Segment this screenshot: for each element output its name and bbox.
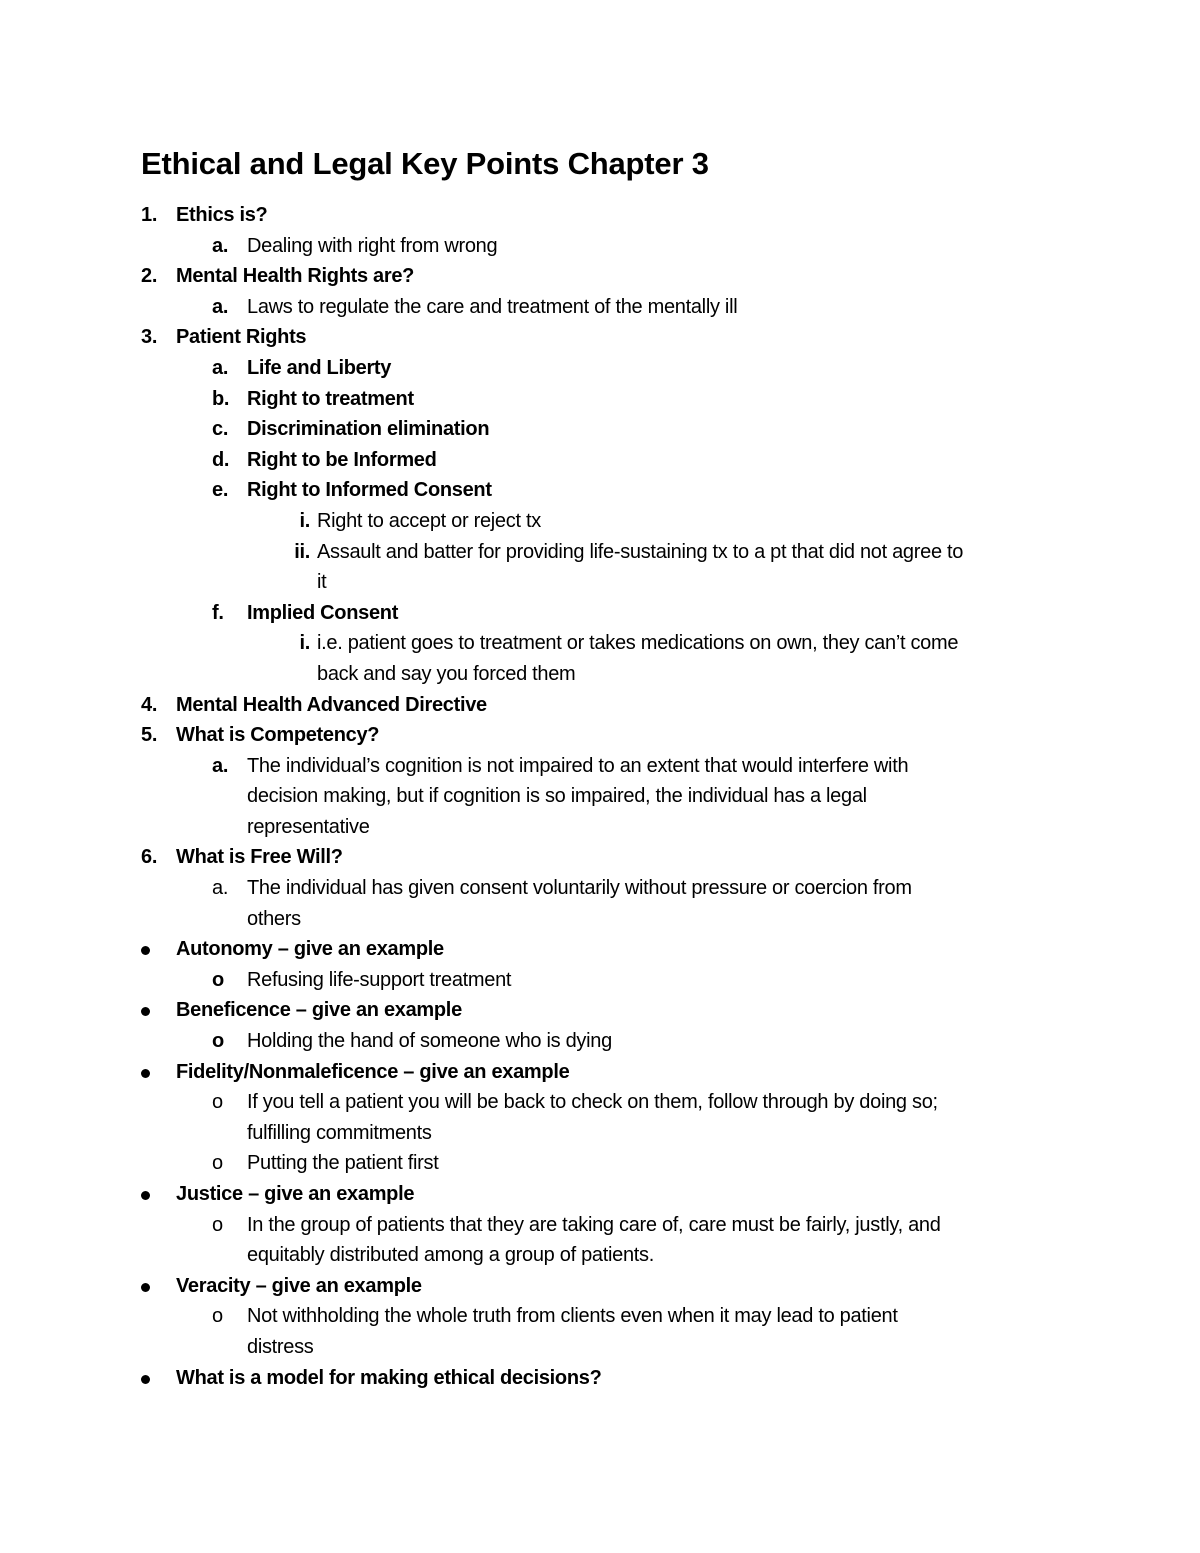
list-letter: a. [212, 295, 229, 318]
list-item-continuation [0, 904, 1200, 935]
list-subitem [0, 1301, 1200, 1332]
list-item-text: Veracity – give an example [176, 1274, 422, 1297]
list-subitem [0, 873, 1200, 904]
list-item-continuation [0, 1240, 1200, 1271]
list-item-text: Refusing life-support treatment [247, 968, 512, 991]
list-item-continuation [0, 1332, 1200, 1363]
list-item-text: Holding the hand of someone who is dying [247, 1030, 612, 1053]
circle-bullet-icon: o [212, 1213, 223, 1236]
list-letter: d. [212, 448, 230, 471]
list-letter: a. [212, 754, 229, 777]
list-item-text: If you tell a patient you will be back to check on them, follow through by doing so; [247, 1091, 938, 1114]
bullet-item-autonomy [0, 934, 1200, 965]
list-item-text: Patient Rights [176, 326, 307, 349]
list-number: 1. [141, 204, 158, 226]
list-item-continuation [0, 567, 1200, 598]
bullet-icon [141, 1363, 169, 1394]
list-item-text: The individual has given consent voluntarily without pressure or coercion from [247, 877, 912, 900]
list-subitem [0, 231, 1200, 262]
list-letter: a. [212, 234, 229, 257]
list-letter: a. [212, 877, 229, 900]
bullet-item-fidelity [0, 1057, 1200, 1088]
list-roman: i. [299, 509, 310, 532]
list-subitem [0, 598, 1200, 629]
circle-bullet-icon: o [212, 1091, 223, 1114]
list-item-continuation [0, 1118, 1200, 1149]
bullet-icon [141, 995, 169, 1026]
list-item-text: Mental Health Rights are? [176, 265, 415, 288]
bullet-item-ethical-model [0, 1363, 1200, 1394]
list-item-competency [0, 720, 1200, 751]
list-letter: b. [212, 387, 230, 410]
list-item-advanced-directive [0, 690, 1200, 721]
list-item-text: Right to be Informed [247, 448, 437, 471]
circle-bullet-icon: o [212, 1030, 224, 1053]
bullet-icon [141, 1057, 169, 1088]
bullet-icon [141, 1179, 169, 1210]
list-item-text: Fidelity/Nonmaleficence – give an example [176, 1060, 570, 1083]
list-roman: i. [299, 632, 310, 655]
list-item-text: Beneficence – give an example [176, 999, 462, 1022]
list-item-text: Mental Health Advanced Directive [176, 693, 487, 716]
list-subitem [0, 445, 1200, 476]
list-item-text: others [247, 907, 301, 930]
list-item-text: Right to accept or reject tx [317, 509, 541, 532]
list-item-text: Laws to regulate the care and treatment of the mentally ill [247, 295, 738, 318]
list-subsubitem [0, 506, 1200, 537]
list-letter: f. [212, 601, 224, 624]
list-number: 4. [141, 693, 158, 716]
bullet-icon [141, 934, 169, 965]
list-subitem [0, 1026, 1200, 1057]
document-title: Ethical and Legal Key Points Chapter 3 [141, 146, 709, 181]
outline-list [0, 200, 1200, 1393]
list-item-mental-health-rights [0, 261, 1200, 292]
list-item-text: The individual’s cognition is not impaired to an extent that would interfere with [247, 754, 909, 777]
list-letter: c. [212, 418, 229, 441]
list-item-text: Implied Consent [247, 601, 399, 624]
list-item-text: Life and Liberty [247, 356, 392, 379]
circle-bullet-icon: o [212, 1305, 223, 1328]
list-item-free-will [0, 842, 1200, 873]
list-subitem [0, 292, 1200, 323]
list-subsubitem [0, 537, 1200, 568]
list-number: 3. [141, 326, 158, 349]
list-subitem [0, 965, 1200, 996]
list-item-text: Putting the patient first [247, 1152, 439, 1175]
list-item-ethics-is [0, 200, 1200, 231]
list-subitem [0, 751, 1200, 782]
list-item-text: Discrimination elimination [247, 418, 490, 441]
list-subitem [0, 353, 1200, 384]
list-subitem [0, 414, 1200, 445]
list-item-text: Right to treatment [247, 387, 414, 410]
bullet-item-justice [0, 1179, 1200, 1210]
list-item-text: representative [247, 815, 370, 838]
list-item-continuation [0, 659, 1200, 690]
list-item-text: Justice – give an example [176, 1183, 415, 1205]
list-number: 2. [141, 265, 158, 288]
list-item-text: back and say you forced them [317, 662, 576, 685]
list-subitem [0, 1087, 1200, 1118]
list-roman: ii. [294, 540, 310, 563]
list-item-continuation [0, 781, 1200, 812]
list-item-text: it [317, 571, 327, 594]
list-item-text: Right to Informed Consent [247, 479, 492, 502]
bullet-item-beneficence [0, 995, 1200, 1026]
list-item-text: Assault and batter for providing life-sustaining tx to a pt that did not agree to [317, 540, 964, 563]
list-item-text: What is a model for making ethical decisions? [176, 1366, 602, 1389]
list-item-text: Not withholding the whole truth from clients even when it may lead to patient [247, 1305, 898, 1328]
list-letter: e. [212, 479, 229, 502]
list-item-text: Dealing with right from wrong [247, 234, 498, 257]
list-item-text: Autonomy – give an example [176, 938, 444, 961]
list-subitem [0, 1148, 1200, 1179]
list-item-text: decision making, but if cognition is so impaired, the individual has a legal [247, 785, 867, 808]
list-item-text: What is Free Will? [176, 846, 343, 869]
list-letter: a. [212, 356, 229, 379]
circle-bullet-icon: o [212, 968, 224, 991]
list-item-text: fulfilling commitments [247, 1121, 432, 1144]
list-subsubitem [0, 628, 1200, 659]
list-number: 5. [141, 724, 158, 747]
list-item-text: In the group of patients that they are taking care of, care must be fairly, justly, and [247, 1213, 941, 1236]
list-subitem [0, 1210, 1200, 1241]
list-item-text: Ethics is? [176, 204, 268, 226]
list-item-text: equitably distributed among a group of patients. [247, 1244, 654, 1267]
list-number: 6. [141, 846, 158, 869]
list-subitem [0, 475, 1200, 506]
circle-bullet-icon: o [212, 1152, 223, 1175]
list-item-patient-rights [0, 322, 1200, 353]
list-item-text: distress [247, 1335, 314, 1358]
list-subitem [0, 384, 1200, 415]
list-item-text: i.e. patient goes to treatment or takes medications on own, they can’t come [317, 632, 959, 655]
bullet-icon [141, 1271, 169, 1302]
list-item-continuation [0, 812, 1200, 843]
bullet-item-veracity [0, 1271, 1200, 1302]
list-item-text: What is Competency? [176, 724, 380, 747]
